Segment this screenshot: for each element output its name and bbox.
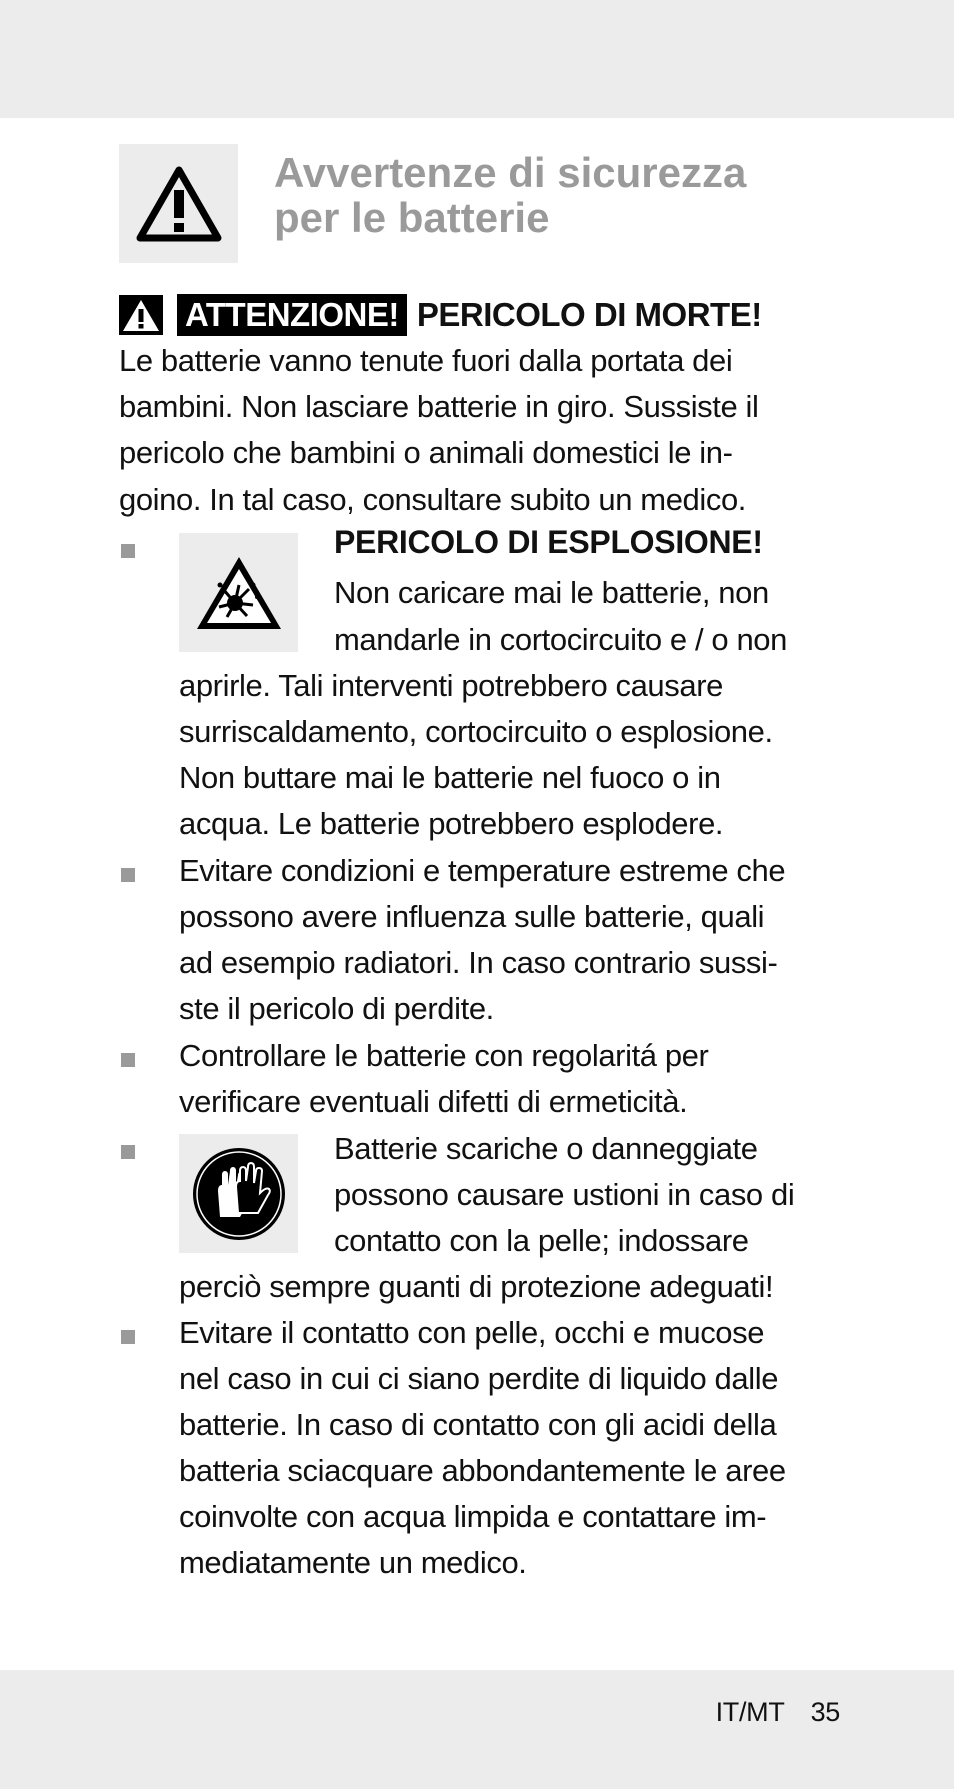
text-line: ad esempio radiatori. In caso contrario sussi-: [179, 945, 778, 980]
text-line: mediatamente un medico.: [179, 1545, 527, 1580]
text-line: Non buttare mai le batterie nel fuoco o in: [179, 760, 721, 795]
text-line: mandarle in cortocircuito e / o non: [334, 622, 787, 657]
top-margin-band: [0, 0, 954, 118]
text-line: batteria sciacquare abbondantemente le aree: [179, 1453, 786, 1488]
text-line: Non caricare mai le batterie, non: [334, 575, 769, 610]
language-code: IT/MT: [715, 1697, 785, 1727]
bullet-marker: [121, 544, 135, 558]
small-warning-triangle-icon: [119, 295, 163, 335]
attention-label: ATTENZIONE!: [177, 294, 407, 336]
text-line: pericolo che bambini o animali domestici le in-: [119, 435, 733, 471]
text-line: surriscaldamento, cortocircuito o esplosione.: [179, 714, 773, 749]
title-line-2: per le batterie: [274, 194, 550, 241]
text-line: batterie. In caso di contatto con gli acidi della: [179, 1407, 777, 1442]
text-line: ste il pericolo di perdite.: [179, 991, 494, 1026]
page-footer: [716, 1697, 840, 1728]
text-line: nel caso in cui ci siano perdite di liquido dalle: [179, 1361, 779, 1396]
page-title: [274, 150, 914, 240]
protective-gloves-icon: [179, 1134, 298, 1253]
text-line: bambini. Non lasciare batterie in giro. Sussiste il: [119, 389, 759, 425]
text-line: Le batterie vanno tenute fuori dalla portata dei: [119, 343, 733, 378]
text-line: Controllare le batterie con regolaritá per: [179, 1038, 709, 1073]
text-line: Evitare condizioni e temperature estreme che: [179, 853, 786, 888]
text-line: contatto con la pelle; indossare: [334, 1223, 749, 1258]
text-line: perciò sempre guanti di protezione adeguati!: [179, 1269, 774, 1304]
text-line: Evitare il contatto con pelle, occhi e mucose: [179, 1315, 765, 1350]
text-line: coinvolte con acqua limpida e contattare im-: [179, 1499, 767, 1534]
title-line-1: Avvertenze di sicurezza: [274, 149, 747, 196]
text-line: aprirle. Tali interventi potrebbero causare: [179, 668, 723, 703]
page-number: 35: [810, 1697, 840, 1727]
text-line: possono causare ustioni in caso di: [334, 1177, 795, 1212]
text-line: acqua. Le batterie potrebbero esplodere.: [179, 806, 724, 841]
bullet-marker: [121, 1330, 135, 1344]
bullet-marker: [121, 1145, 135, 1159]
text-line: possono avere influenza sulle batterie, quali: [179, 899, 765, 934]
warning-header: [119, 293, 762, 337]
explosion-warning-icon: [179, 533, 298, 652]
danger-of-death-label: PERICOLO DI MORTE!: [416, 296, 762, 333]
text-line: verificare eventuali difetti di ermeticità.: [179, 1084, 688, 1119]
bullet-marker: [121, 868, 135, 882]
bullet-marker: [121, 1053, 135, 1067]
text-line: Batterie scariche o danneggiate: [334, 1131, 758, 1166]
text-line: goino. In tal caso, consultare subito un medico.: [119, 481, 747, 517]
explosion-heading: PERICOLO DI ESPLOSIONE!: [334, 524, 763, 560]
intro-paragraph: [119, 338, 839, 523]
warning-triangle-icon: [119, 144, 238, 263]
bottom-margin-band: [0, 1670, 954, 1789]
